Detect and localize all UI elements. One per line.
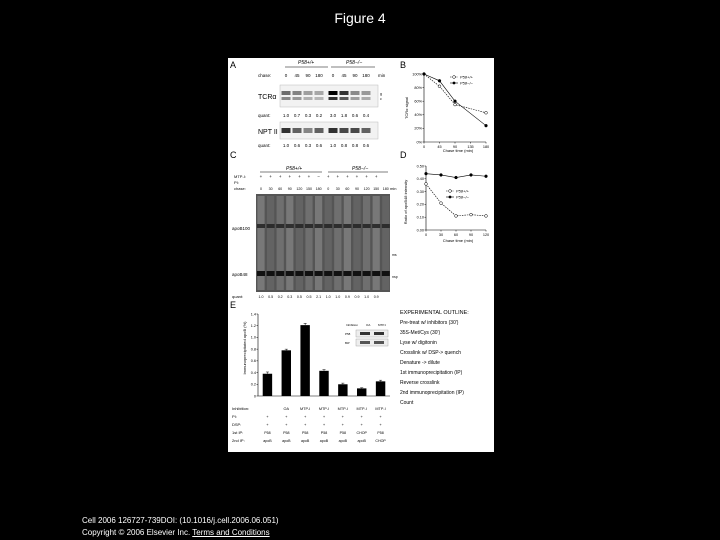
panel-e-y-tick-label: 0.4	[250, 370, 256, 375]
panel-c-group-1: P58+/+	[286, 166, 303, 172]
panel-a-quant1-value: 0.3	[304, 113, 312, 118]
panel-c-apob48-band	[363, 271, 371, 276]
panel-b-point-1	[438, 85, 441, 88]
panel-e-outline-step: Lyse w/ digitonin	[400, 340, 437, 346]
panel-a-chase-time: 90	[305, 73, 311, 78]
panel-e-outline-step: Pre-treat w/ inhibitors (30')	[400, 320, 459, 326]
panel-c-mtp-mark: +	[336, 174, 340, 179]
copyright-line	[82, 527, 279, 539]
panel-a-chase-time: 0	[284, 73, 288, 78]
panel-c-apob100-band	[295, 224, 303, 228]
panel-c-apob100-band	[267, 224, 275, 228]
panel-e-y-tick-label: 0.6	[250, 359, 256, 364]
panel-e-outline-step: Denature -> dilute	[400, 360, 440, 366]
panel-a-quant2	[283, 143, 370, 148]
panel-e-row-label-0: Inhibition:	[232, 406, 250, 411]
panel-c-chase-label: chase:	[234, 186, 246, 191]
panel-b-legend-2: P58−/−	[460, 80, 473, 86]
panel-a-quant1	[283, 113, 370, 118]
panel-a-quant2-value: 1.0	[282, 143, 290, 148]
panel-e-second-ip-cell: apoB	[319, 439, 329, 443]
panel-c-quant-value: 0.9	[344, 295, 350, 299]
panel-a-band-upper	[340, 91, 349, 95]
panel-label-c: C	[230, 150, 237, 160]
panel-a-band-lower	[329, 97, 338, 100]
panel-b-axes	[412, 72, 489, 149]
panel-b-legend-marker-2	[453, 82, 456, 85]
panel-e-outline-title: EXPERIMENTAL OUTLINE:	[400, 310, 469, 316]
panel-a-quant1-value: 0.2	[315, 113, 323, 118]
panel-c-apob100-band	[382, 224, 390, 228]
panel-e-y-tick-label: 1.4	[250, 312, 256, 317]
panel-a-chase-times	[285, 73, 371, 78]
panel-a-row1-label: TCRα	[258, 94, 277, 101]
panel-d-point-1	[470, 213, 473, 216]
panel-a-band-lower	[293, 97, 302, 100]
panel-c-chase-time: 60	[345, 187, 350, 191]
panel-e-first-ip-cell: P58	[301, 431, 309, 435]
panel-e-dsp-cell: +	[303, 422, 307, 427]
panel-d-legend-1: P58+/+	[456, 188, 469, 194]
panel-c-chase-time: 0	[327, 187, 330, 191]
panel-b-legend-marker-1	[453, 76, 456, 79]
panel-a-chase-time: 180	[315, 73, 323, 78]
panel-a-band-upper	[293, 91, 302, 95]
panel-a-band-lower	[362, 97, 371, 100]
panel-e-outline-steps	[400, 320, 464, 406]
panel-c-apob48-band	[372, 271, 380, 276]
panel-c-chase-time: 120	[296, 187, 303, 191]
panel-d-legend-marker-1	[449, 190, 452, 193]
panel-e-inset-blot-2-band-2	[374, 341, 384, 344]
panel-a-quant1-value: 1.0	[282, 113, 290, 118]
panel-c-apob48-band	[334, 271, 342, 276]
panel-c-group-2: P58−/−	[352, 166, 369, 172]
panel-c-chase-time: 90	[287, 187, 292, 191]
panel-c-apob48-band	[324, 271, 332, 276]
panel-c-quant-value: 2.1	[316, 295, 322, 299]
panel-e-second-ip-cell: apoB	[263, 439, 272, 443]
panel-a-quant2-value: 0.6	[293, 143, 301, 148]
panel-c-apob100-band	[324, 224, 332, 228]
panel-c-mtp-mark: +	[269, 174, 272, 179]
panel-b-y-tick-label: 40%	[414, 113, 422, 118]
panel-a-quant2-label: quant:	[258, 143, 271, 148]
panel-e-second-ip-cell: apoB	[357, 439, 366, 443]
panel-c-quant-value: 0.2	[277, 295, 283, 299]
panel-b-x-tick-label: 90	[452, 145, 458, 149]
panel-c-chase-time: 30	[335, 187, 340, 191]
panel-c-chase-unit: min	[390, 186, 397, 191]
citation: Cell 2006 126727-739DOI: (10.1016/j.cell.2006.06.051)	[82, 516, 279, 525]
panel-a-band-lower	[304, 97, 313, 100]
panel-e-pi-cell: +	[266, 414, 269, 419]
panel-e-bar	[282, 350, 291, 396]
panel-d-y-tick-label: 0.10	[416, 215, 424, 220]
panel-c-apob100-band	[276, 224, 284, 228]
panel-c-side-mark-1: ms	[392, 253, 397, 257]
panel-d-x-tick-label: 90	[468, 233, 474, 237]
panel-e-row-label-3: 1st IP:	[232, 430, 244, 435]
panel-a-chase-unit: min	[378, 73, 386, 78]
panel-a-group-2: P58−/−	[346, 60, 363, 66]
figure-panel	[228, 58, 494, 452]
panel-c-chase-time: 90	[355, 187, 359, 191]
panel-b-marks	[423, 73, 488, 127]
panel-e-y-label: Immunoprecipitated apoB (%)	[242, 321, 247, 375]
panel-b-point-2	[454, 100, 457, 103]
panel-a-band-lower	[315, 97, 324, 100]
panel-d-legend-marker-2	[449, 196, 452, 199]
panel-d-x-tick-label: 30	[438, 233, 444, 237]
panel-c-apob100-band	[305, 224, 313, 228]
panel-e-inhibition-cell: MTP-I	[375, 407, 386, 411]
panel-c-mtp-mark: +	[365, 174, 368, 179]
panel-a-quant2-value: 0.3	[304, 143, 312, 148]
panel-c-quant-value: 0.3	[287, 295, 293, 299]
panel-c-apob48-band	[267, 271, 275, 276]
panel-d-y-label: Ratio of apoB48 intensity	[403, 179, 408, 225]
panel-d-point-1	[440, 202, 443, 205]
panel-b-y-tick-label: 60%	[414, 99, 422, 104]
panel-d-legend-2: P58−/−	[456, 194, 469, 200]
panel-a-group-1: P58+/+	[298, 60, 315, 66]
panel-a-quant1-label: quant:	[258, 113, 271, 118]
panel-c-band-top-label: apoB100	[232, 226, 251, 231]
panel-a-npt-band	[340, 128, 349, 133]
panel-c-quant-value: 0.5	[268, 295, 274, 299]
panel-b-legend-1: P58+/+	[460, 74, 473, 80]
panel-e-inhibition-cell: MTP-I	[318, 407, 330, 411]
panel-c-side-mark-2: nsp	[392, 275, 398, 279]
panel-c-chase-time: 60	[278, 187, 283, 191]
panel-a-npt-band	[282, 128, 291, 133]
panel-b-y-tick-label: 100%	[412, 72, 422, 77]
panel-b-x-tick-label: 0	[422, 145, 426, 149]
panel-c-mtp-mark: +	[259, 174, 263, 179]
panel-d-point-1	[485, 215, 488, 218]
panel-a-row2-label: NPT II	[258, 129, 278, 136]
panel-b-x-tick-label: 180	[482, 145, 490, 149]
panel-e-pi-cell: +	[341, 414, 345, 419]
panel-d-x-label: Chase time (min)	[442, 238, 474, 243]
panel-c-apob48-band	[382, 271, 390, 276]
panel-a-band-lower	[340, 97, 349, 100]
panel-e-row-label-1: PI:	[232, 414, 237, 419]
panel-c-apob48-band	[295, 271, 303, 276]
panel-e-first-ip-cell: P58	[377, 431, 384, 435]
panel-e-y-tick-label: 1.0	[250, 335, 256, 340]
panel-c-apob100-band	[363, 224, 371, 228]
panel-b-point-1	[485, 111, 488, 114]
panel-a-chase-time: 45	[294, 73, 300, 78]
panel-e-y-tick-label: 0.2	[250, 382, 256, 387]
panel-e-first-ip-cell: P58	[283, 431, 290, 435]
panel-c-quant-value: 0.9	[373, 295, 379, 299]
panel-d-x-tick-label: 120	[482, 233, 490, 237]
panel-d-x-tick-label: 60	[453, 233, 459, 237]
panel-a-npt-band	[351, 128, 360, 133]
panel-b-y-tick-label: 80%	[414, 85, 422, 90]
panel-a-quant1-value: 0.4	[362, 113, 370, 118]
panel-d-x-tick-label: 0	[424, 233, 428, 237]
panel-e-row-label-4: 2nd IP:	[232, 438, 245, 443]
panel-a-band-upper	[329, 91, 338, 95]
panel-b-x-tick-label: 45	[437, 145, 442, 149]
panel-d-point-2	[425, 172, 428, 175]
panel-e-second-ip-cell: apoB	[338, 439, 348, 443]
panel-c-quant-value: 0.9	[354, 295, 360, 299]
panel-a-quant2-value: 1.0	[329, 143, 337, 148]
panel-e-pi-cell: +	[322, 414, 326, 419]
panel-d-y-tick-label: 0.20	[416, 202, 424, 207]
panel-c-apob48-band	[257, 271, 265, 276]
panel-c-mtp-mark: +	[355, 174, 359, 179]
panel-a-band-upper	[304, 91, 313, 95]
panel-d-axes	[417, 164, 490, 237]
panel-b-y-tick-label: 0%	[416, 140, 422, 145]
panel-c-quant-value: 0.5	[296, 295, 302, 299]
panel-e-outline-step: 1st immunoprecipitation (IP)	[400, 370, 463, 376]
figure-svg	[228, 58, 494, 452]
panel-e-bar	[376, 381, 385, 396]
panel-a-npt-band	[293, 128, 302, 133]
panel-e-inset-band-0: P58	[345, 332, 351, 336]
panel-c-quant	[259, 295, 379, 299]
panel-e-y-tick-label: 0.8	[250, 347, 256, 352]
panel-e-inset-blot-1-band-1	[360, 332, 370, 335]
panel-b	[404, 72, 489, 153]
panel-e-dsp-cell: +	[341, 422, 345, 427]
panel-e-outline-step: Reverse crosslink	[400, 380, 440, 386]
panel-e-inset	[345, 323, 388, 346]
panel-e-dsp-cell: +	[322, 422, 326, 427]
panel-c-chase-time: 150	[306, 187, 312, 191]
panel-c-apob100-band	[353, 224, 361, 228]
panel-a-chase-time: 45	[341, 73, 347, 78]
panel-c-apob100-band	[315, 224, 323, 228]
panel-a-npt-band	[315, 128, 324, 133]
panel-e-pi-cell: +	[285, 414, 288, 419]
panel-c-mtp-mark: +	[288, 174, 292, 179]
panel-a-chase-time: 90	[352, 73, 358, 78]
panel-a-band-upper	[362, 91, 371, 95]
panel-c-mtp-mark: +	[346, 174, 349, 179]
panel-c-chase-time: 150	[373, 187, 380, 191]
panel-a-quant2-value: 0.8	[351, 143, 359, 148]
panel-d-y-tick-label: 0.30	[416, 189, 424, 194]
panel-e-y-tick-label: 0	[253, 394, 256, 399]
panel-e-inhibition-cell: MTP-I	[337, 407, 349, 411]
panel-a-quant1-value: 0.7	[293, 113, 301, 118]
panel-e-pi-cell: +	[303, 414, 307, 419]
footer	[82, 515, 279, 539]
panel-e-bar	[338, 384, 347, 396]
panel-a-npt-band	[329, 128, 338, 133]
panel-c-apob48-band	[353, 271, 361, 276]
panel-a-band-lower	[282, 97, 291, 100]
panel-c-apob48-band	[305, 271, 313, 276]
panel-c-chase-time: 0	[260, 187, 262, 191]
panel-b-legend	[450, 75, 474, 86]
panel-e-first-ip-cell: CHOP	[356, 431, 367, 435]
panel-c-mtp-label: MTP-I:	[234, 174, 246, 179]
panel-c-apob100-band	[343, 224, 351, 228]
panel-a-quant1-value: 1.8	[340, 113, 348, 118]
panel-b-point-2	[485, 124, 488, 127]
panel-d-point-2	[485, 175, 488, 178]
panel-label-b: B	[400, 60, 407, 70]
panel-c-band-bottom-label: apoB48	[232, 272, 248, 277]
panel-d-point-2	[440, 174, 443, 177]
panel-e-inhibition-cell: MTP-I	[356, 407, 367, 411]
panel-a-band-upper	[351, 91, 360, 95]
panel-d-y-tick-label: 0.40	[416, 177, 424, 182]
panel-e-second-ip-cell: apoB	[282, 439, 291, 443]
panel-c-apob48-band	[286, 271, 294, 276]
panel-d-point-1	[425, 183, 428, 186]
panel-e-inhibition-cell: OA	[283, 407, 290, 411]
panel-e-first-ip-cell: P58	[264, 431, 271, 435]
panel-e-outline-step: 2nd immunoprecipitation (IP)	[400, 390, 464, 396]
panel-a-quant2-value: 0.6	[362, 143, 370, 148]
panel-e-first-ip-cell: P58	[320, 431, 328, 435]
panel-e-inhibition-cell: MTP-I	[299, 407, 311, 411]
panel-a-quant2-value: 0.6	[315, 143, 323, 148]
panel-e-second-ip-cell: CHOP	[375, 439, 386, 443]
panel-c-chase-time: 180	[382, 187, 389, 191]
panel-label-e: E	[230, 300, 237, 310]
panel-b-series-line-1	[424, 74, 486, 113]
panel-e-inset-band-1: BiP	[345, 341, 350, 345]
panel-e-dsp-cell: +	[266, 422, 269, 427]
panel-e-dsp-cell: +	[360, 422, 363, 427]
panel-a-quant2-value: 0.8	[340, 143, 348, 148]
panel-label-d: D	[400, 150, 407, 160]
panel-c-chase-time: 120	[363, 187, 370, 191]
panel-d-y-tick-label: 0.50	[416, 164, 424, 169]
panel-e-pi-cell: +	[360, 414, 363, 419]
panel-c-mtp-mark: +	[298, 174, 301, 179]
panel-a-npt-band	[362, 128, 371, 133]
panel-a-chase-time: 180	[362, 73, 370, 78]
panel-a-chase-time: 0	[331, 73, 335, 78]
panel-e-second-ip-cell: apoB	[300, 439, 310, 443]
panel-a-blot1	[280, 85, 378, 107]
slide-title: Figure 4	[334, 10, 386, 26]
panel-c-quant-value: 1.0	[364, 295, 370, 299]
panel-c-chase-times	[260, 187, 389, 191]
panel-label-a: A	[230, 60, 237, 70]
panel-c-apob100-band	[372, 224, 380, 228]
panel-e-inset-blot-1-band-2	[374, 332, 384, 335]
panel-a-chase-label: chase:	[258, 73, 272, 78]
panel-c-apob100-band	[334, 224, 342, 228]
panel-c-quant-value: 1.0	[335, 295, 341, 299]
panel-c-mtp-marks	[260, 174, 378, 179]
panel-e-bar	[300, 325, 309, 396]
panel-e-dsp-cell: +	[285, 422, 288, 427]
panel-e-inset-label-1: OA	[366, 323, 371, 327]
panel-c	[232, 166, 398, 299]
panel-e-bar	[263, 374, 272, 396]
panel-d	[403, 164, 489, 243]
panel-c-apob100-band	[257, 224, 265, 228]
panel-e-first-ip-cell: P58	[339, 431, 347, 435]
panel-a-band-upper	[282, 91, 291, 95]
panel-c-apob48-band	[276, 271, 284, 276]
panel-e-pi-cell: +	[379, 414, 382, 419]
panel-a-band-upper	[315, 91, 324, 95]
panel-e-bar	[319, 371, 328, 396]
panel-e-inset-label-2: MTP-I	[378, 323, 387, 327]
panel-a	[258, 60, 386, 148]
panel-a-quant1-value: 0.6	[351, 113, 359, 118]
panel-c-quant-label: quant:	[232, 294, 244, 299]
panel-b-point-2	[438, 79, 441, 82]
panel-e-outline-step: 35S-Met/Cys (30')	[400, 330, 441, 336]
panel-e-table	[263, 407, 386, 443]
panel-e-outline-step: Crosslink w/ DSP-> quench	[400, 350, 461, 356]
panel-b-x-tick-label: 135	[467, 145, 474, 149]
panel-d-y-tick-label: 0.00	[416, 228, 424, 233]
panel-c-mtp-mark: +	[278, 174, 282, 179]
panel-b-point-2	[423, 73, 426, 76]
panel-d-point-2	[455, 176, 458, 179]
panel-d-point-2	[470, 174, 473, 177]
panel-a-side-mark-1: g	[380, 92, 382, 96]
panel-e-inset-blot-2-band-1	[360, 341, 370, 344]
panel-b-y-tick-label: 20%	[414, 126, 422, 131]
panel-b-y-label: TCRα signal	[404, 96, 409, 120]
panel-c-apob100-band	[286, 224, 294, 228]
panel-a-npt-band	[304, 128, 313, 133]
panel-c-mtp-mark: +	[326, 174, 330, 179]
panel-a-band-lower	[351, 97, 360, 100]
panel-d-legend	[446, 189, 470, 200]
copyright: Copyright © 2006 Elsevier Inc.	[82, 528, 191, 537]
panel-e-outline-step: Count	[400, 400, 414, 406]
panel-d-point-1	[455, 215, 458, 218]
panel-c-pi-label: PI:	[234, 180, 239, 185]
panel-c-quant-value: 1.0	[258, 295, 264, 299]
panel-b-point-1	[454, 103, 457, 106]
panel-e	[232, 310, 469, 443]
panel-c-mtp-mark: +	[307, 174, 311, 179]
panel-e-row-label-2: DSP:	[232, 422, 242, 427]
panel-c-mtp-mark: −	[317, 174, 320, 179]
panel-c-chase-time: 30	[268, 187, 273, 191]
panel-e-dsp-cell: +	[379, 422, 382, 427]
panel-c-apob48-band	[315, 271, 323, 276]
panel-c-chase-time: 180	[315, 187, 322, 191]
panel-a-side-mark-2: c	[380, 97, 382, 101]
panel-c-apob48-band	[343, 271, 351, 276]
panel-c-mtp-mark: +	[374, 174, 378, 179]
panel-a-quant1-value: 3.0	[329, 113, 337, 118]
terms-link[interactable]: Terms and Conditions	[192, 528, 270, 537]
panel-e-y-tick-label: 1.2	[250, 324, 256, 329]
panel-e-inset-label-0: Inhibition	[346, 323, 359, 327]
panel-b-x-label: Chase time (min)	[442, 148, 474, 153]
panel-c-quant-value: 1.0	[325, 295, 331, 299]
panel-c-quant-value: 0.5	[306, 295, 312, 299]
panel-e-bar	[357, 388, 366, 396]
